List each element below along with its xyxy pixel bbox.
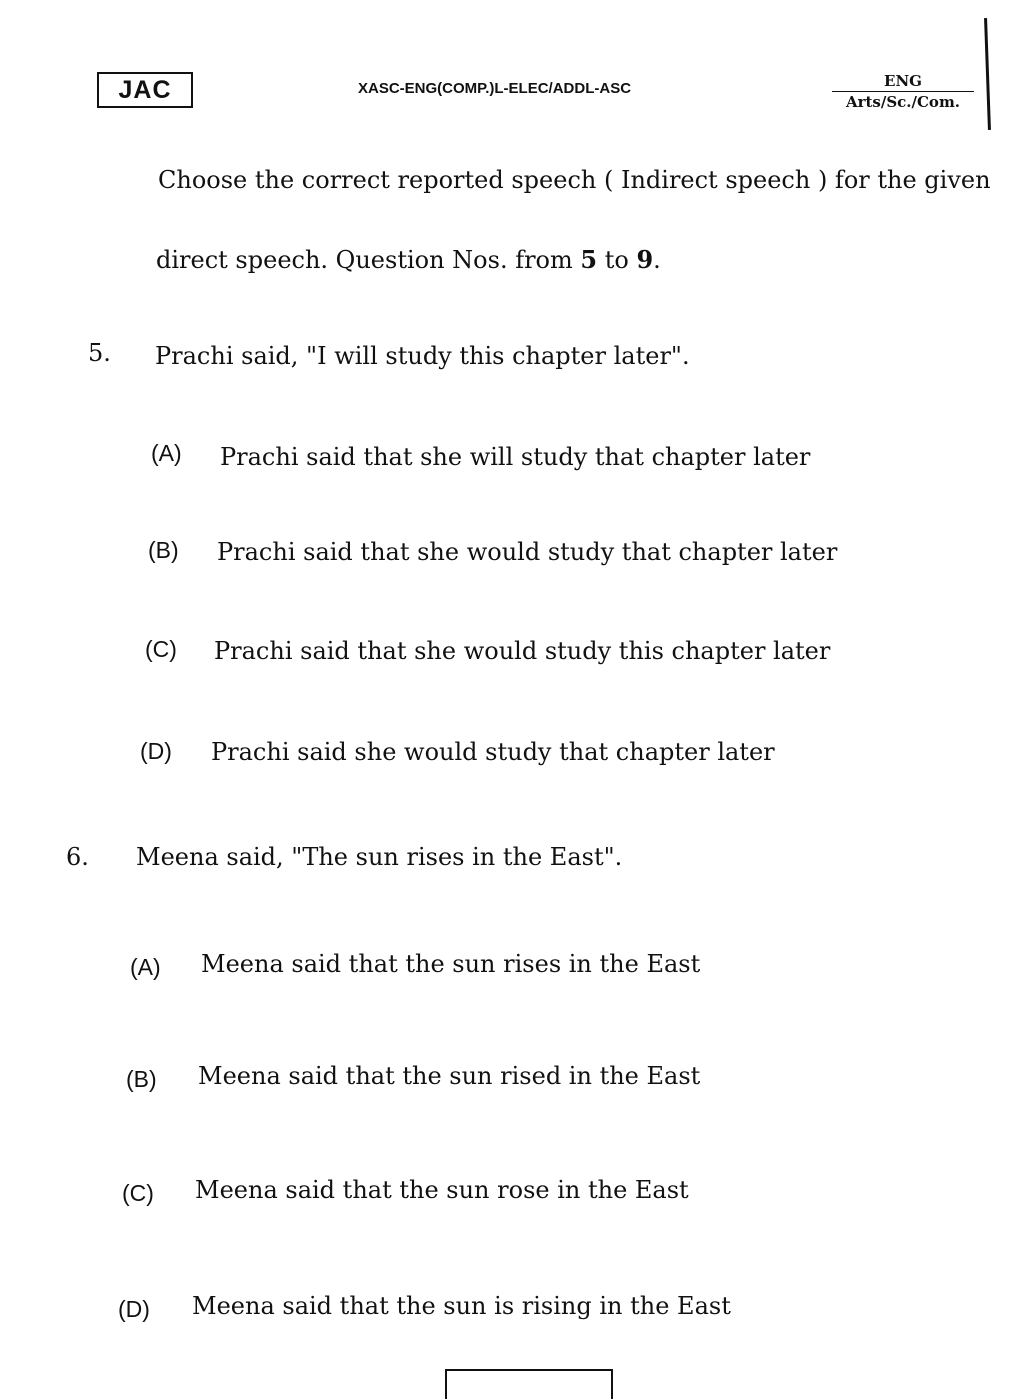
q5-option-a-label: (A) (151, 440, 182, 466)
subject-block (832, 72, 974, 111)
instruction-mid: to (597, 246, 637, 274)
question-5-number: 5. (88, 339, 111, 367)
q6-option-c-text: Meena said that the sun rose in the East (195, 1176, 689, 1204)
paper-code: XASC-ENG(COMP.)L-ELEC/ADDL-ASC (358, 80, 632, 97)
instruction-to-number: 9 (636, 245, 654, 274)
q6-option-d-label: (D) (118, 1296, 150, 1322)
subject-code: ENG (832, 72, 974, 92)
q5-option-c-label: (C) (145, 636, 177, 662)
q5-option-b-label: (B) (148, 537, 179, 563)
q6-option-d-text: Meena said that the sun is rising in the East (192, 1292, 731, 1320)
subject-streams: Arts/Sc./Com. (845, 93, 961, 111)
q6-option-c-label: (C) (122, 1180, 154, 1206)
q5-option-a-text: Prachi said that she will study that chapter later (220, 443, 811, 471)
q6-option-a-text: Meena said that the sun rises in the East (201, 950, 701, 978)
instruction-line-1: Choose the correct reported speech ( Indirect speech ) for the given (158, 166, 991, 194)
q5-option-d-label: (D) (140, 738, 172, 764)
page-turn-box (445, 1369, 613, 1399)
q6-option-a-label: (A) (130, 954, 161, 980)
question-6-number: 6. (66, 843, 89, 871)
q6-option-b-text: Meena said that the sun rised in the East (198, 1062, 701, 1090)
question-5-text: Prachi said, "I will study this chapter later". (155, 342, 690, 370)
instruction-end: . (653, 246, 661, 274)
page-edge-line (984, 18, 991, 130)
question-6-text: Meena said, "The sun rises in the East". (136, 843, 623, 871)
instruction-prefix: direct speech. Question Nos. from (156, 246, 581, 274)
q5-option-b-text: Prachi said that she would study that chapter later (217, 538, 838, 566)
instruction-from-number: 5 (580, 245, 598, 274)
q6-option-b-label: (B) (126, 1066, 157, 1092)
instruction-line-2 (156, 245, 661, 274)
q5-option-c-text: Prachi said that she would study this chapter later (214, 637, 831, 665)
jac-logo-box: JAC (97, 72, 193, 108)
q5-option-d-text: Prachi said she would study that chapter later (211, 738, 775, 766)
